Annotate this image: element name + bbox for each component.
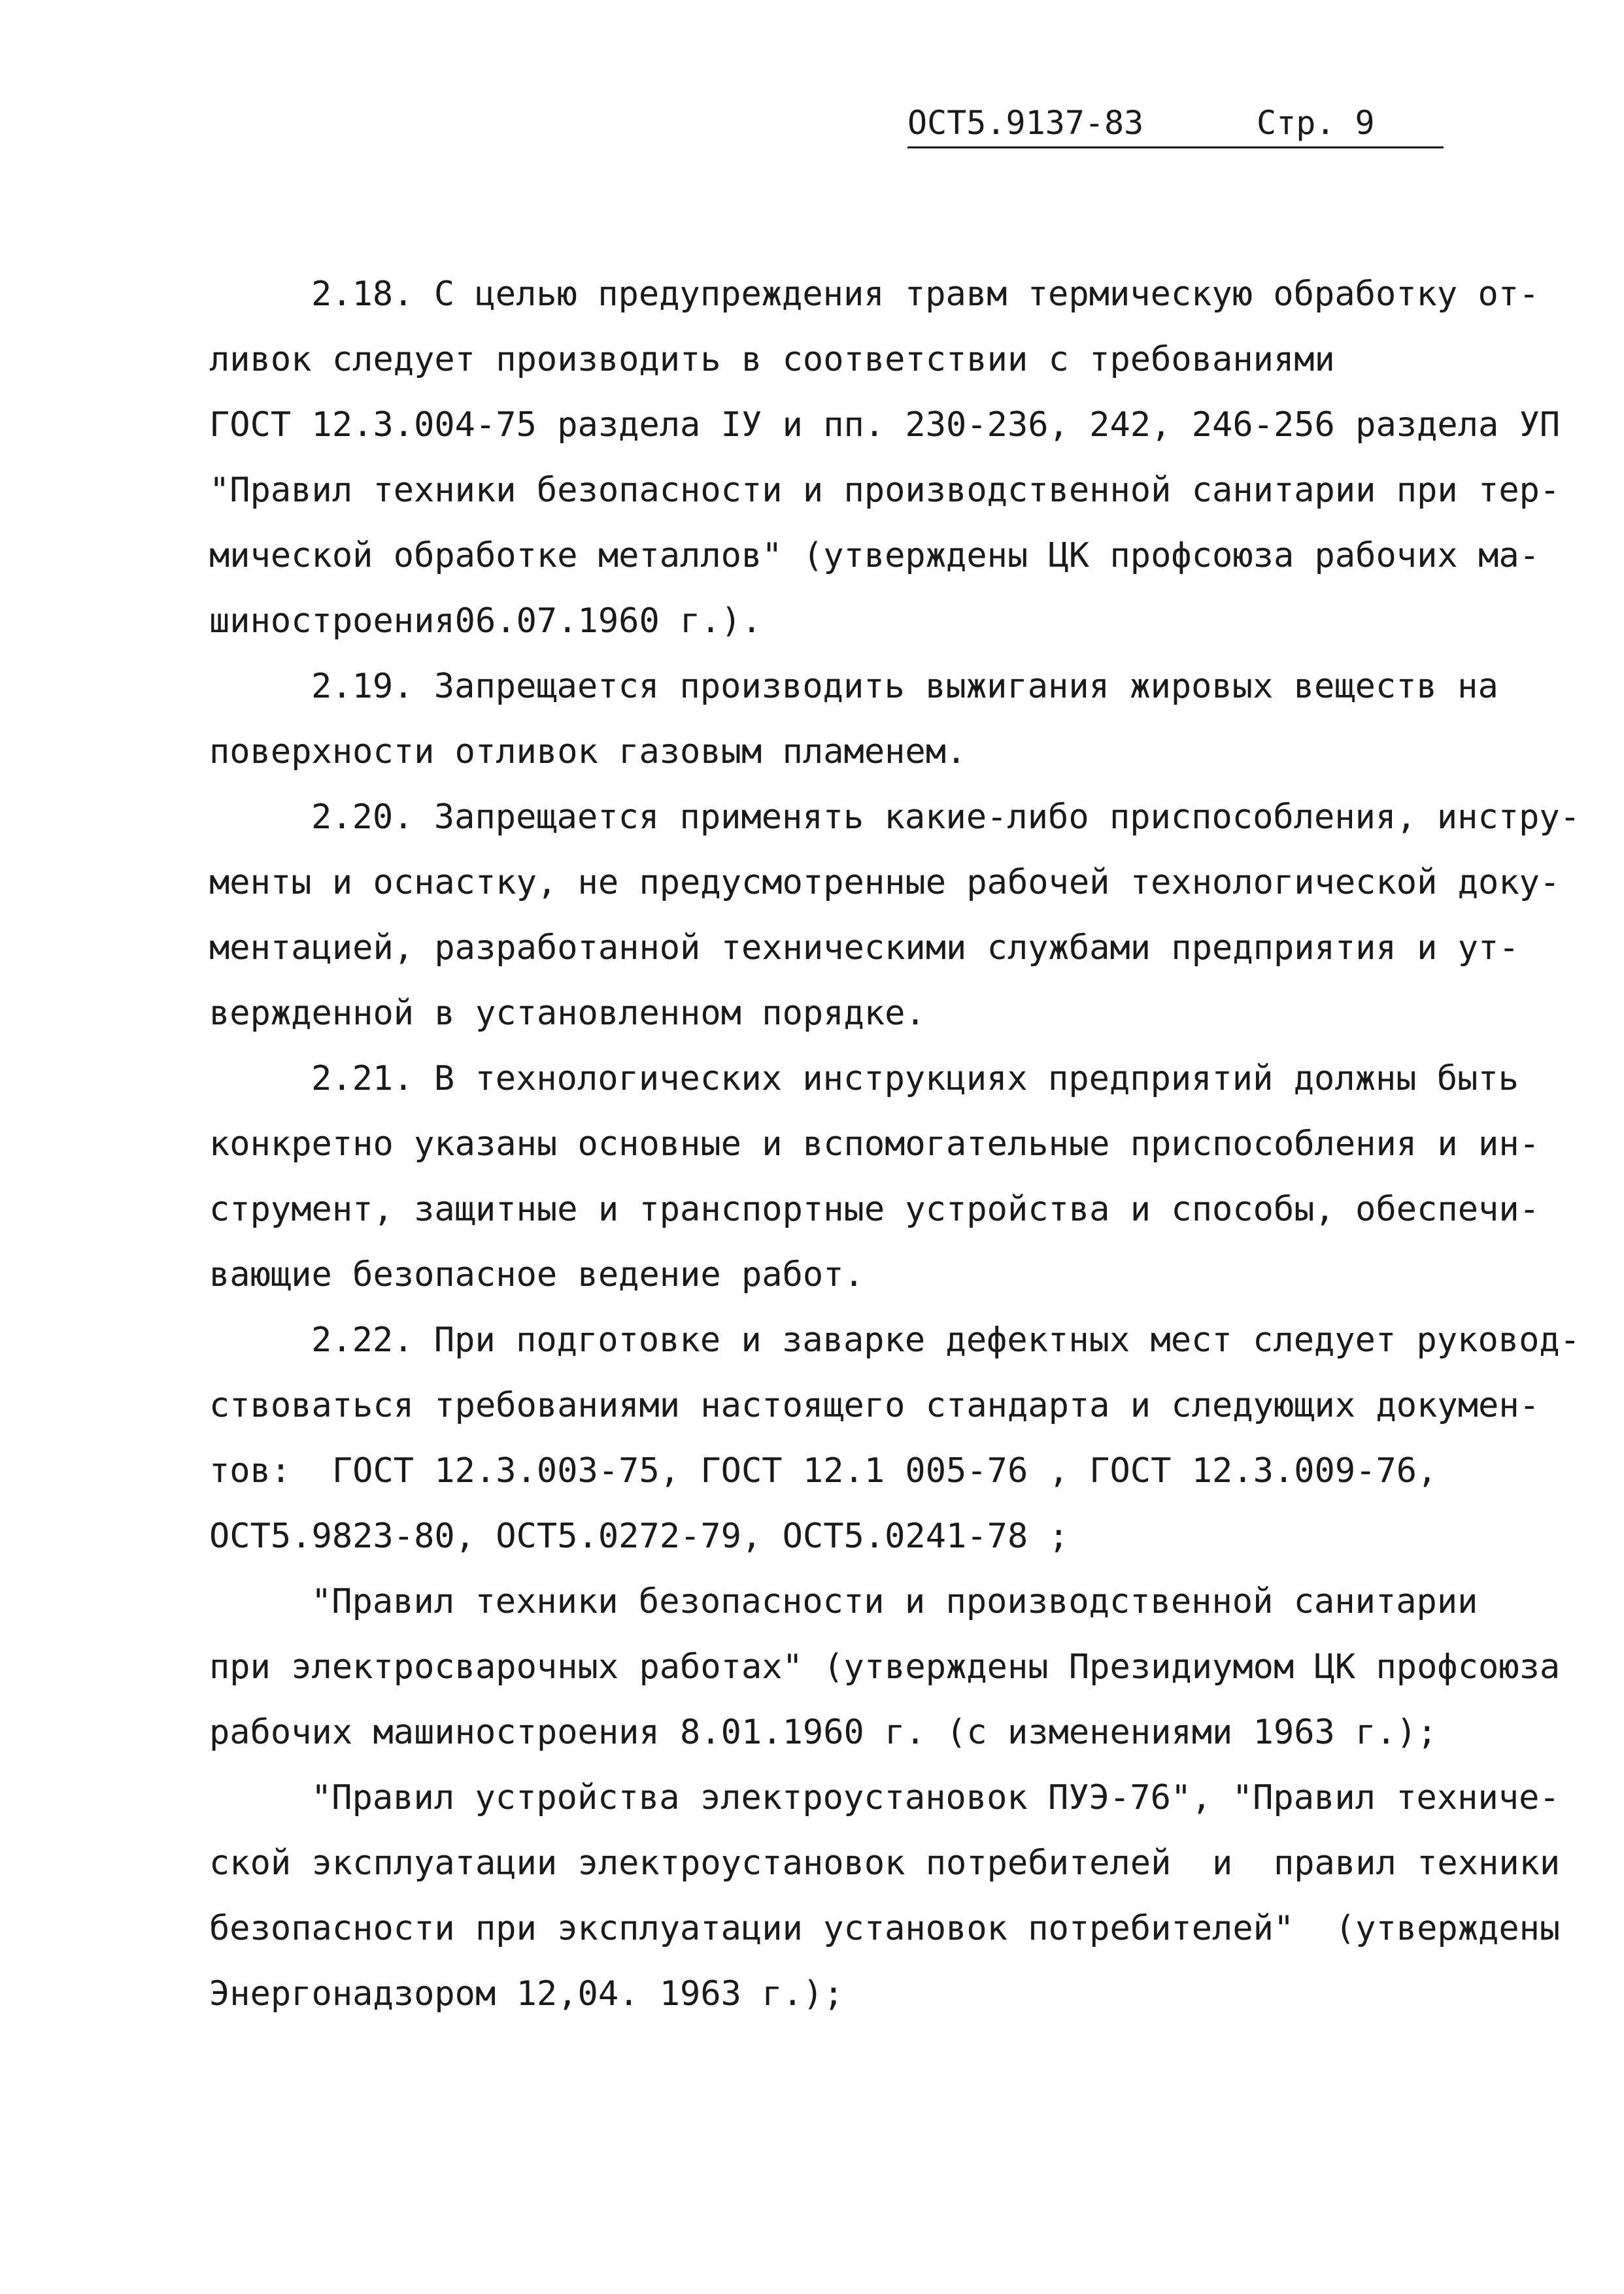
text-line: безопасности при эксплуатации установок потребителей" (утверждены bbox=[209, 1909, 1561, 1948]
document-code: ОСТ5.9137-83 bbox=[907, 104, 1144, 142]
page-header bbox=[907, 99, 1444, 148]
text-line: "Правил техники безопасности и производственной санитарии при тер- bbox=[209, 471, 1561, 510]
text-line: при электросварочных работах" (утверждены Президиумом ЦК профсоюза bbox=[209, 1647, 1561, 1687]
text-line: тов: ГОСТ 12.3.003-75, ГОСТ 12.1 005-76 , ГОСТ 12.3.009-76, bbox=[209, 1451, 1438, 1491]
text-line: конкретно указаны основные и вспомогательные приспособления и ин- bbox=[209, 1124, 1540, 1164]
text-line: шиностроения06.07.1960 г.). bbox=[209, 601, 762, 641]
paragraph-electrical-rules bbox=[209, 1765, 1569, 2027]
text-line: ливок следует производить в соответствии с требованиями bbox=[209, 340, 1335, 379]
text-line: ствоваться требованиями настоящего стандарта и следующих докумен- bbox=[209, 1386, 1540, 1425]
text-line: 2.21. В технологических инструкциях предприятий должны быть bbox=[311, 1059, 1519, 1098]
paragraph-2-20 bbox=[209, 784, 1581, 1046]
text-line: ментацией, разработанной техническими службами предприятия и ут- bbox=[209, 928, 1519, 968]
paragraph-2-22 bbox=[209, 1307, 1581, 1569]
paragraph-2-21 bbox=[209, 1046, 1569, 1307]
page-number: Стр. 9 bbox=[1257, 104, 1375, 142]
text-line: поверхности отливок газовым пламенем. bbox=[209, 732, 967, 771]
text-line: ОСТ5.9823-80, ОСТ5.0272-79, ОСТ5.0241-78 ; bbox=[209, 1517, 1069, 1556]
text-line: мической обработке металлов" (утверждены ЦК профсоюза рабочих ма- bbox=[209, 536, 1540, 575]
text-line: вержденной в установленном порядке. bbox=[209, 994, 926, 1033]
text-line: струмент, защитные и транспортные устройства и способы, обеспечи- bbox=[209, 1190, 1540, 1229]
text-line: 2.22. При подготовке и заварке дефектных мест следует руковод- bbox=[311, 1321, 1581, 1360]
text-line: менты и оснастку, не предусмотренные рабочей технологической доку- bbox=[209, 863, 1561, 902]
text-line: 2.18. С целью предупреждения травм термическую обработку от- bbox=[311, 275, 1540, 314]
paragraph-2-19 bbox=[209, 654, 1569, 784]
paragraph-2-18 bbox=[209, 261, 1569, 654]
text-line: ской эксплуатации электроустановок потребителей и правил техники bbox=[209, 1844, 1561, 1883]
text-line: рабочих машиностроения 8.01.1960 г. (с изменениями 1963 г.); bbox=[209, 1713, 1438, 1752]
text-line: 2.20. Запрещается применять какие-либо приспособления, инстру- bbox=[311, 798, 1581, 837]
document-body bbox=[209, 261, 1581, 2027]
text-line: "Правил техники безопасности и производственной санитарии bbox=[311, 1582, 1478, 1621]
text-line: 2.19. Запрещается производить выжигания жировых веществ на bbox=[311, 667, 1498, 706]
text-line: ГОСТ 12.3.004-75 раздела IУ и пп. 230-236, 242, 246-256 раздела УП bbox=[209, 405, 1561, 445]
text-line: Энергонадзором 12,04. 1963 г.); bbox=[209, 1974, 844, 2014]
text-line: вающие безопасное ведение работ. bbox=[209, 1255, 864, 1294]
text-line: "Правил устройства электроустановок ПУЭ-76", "Правил техниче- bbox=[311, 1778, 1560, 1817]
paragraph-welding-rules bbox=[209, 1569, 1569, 1765]
